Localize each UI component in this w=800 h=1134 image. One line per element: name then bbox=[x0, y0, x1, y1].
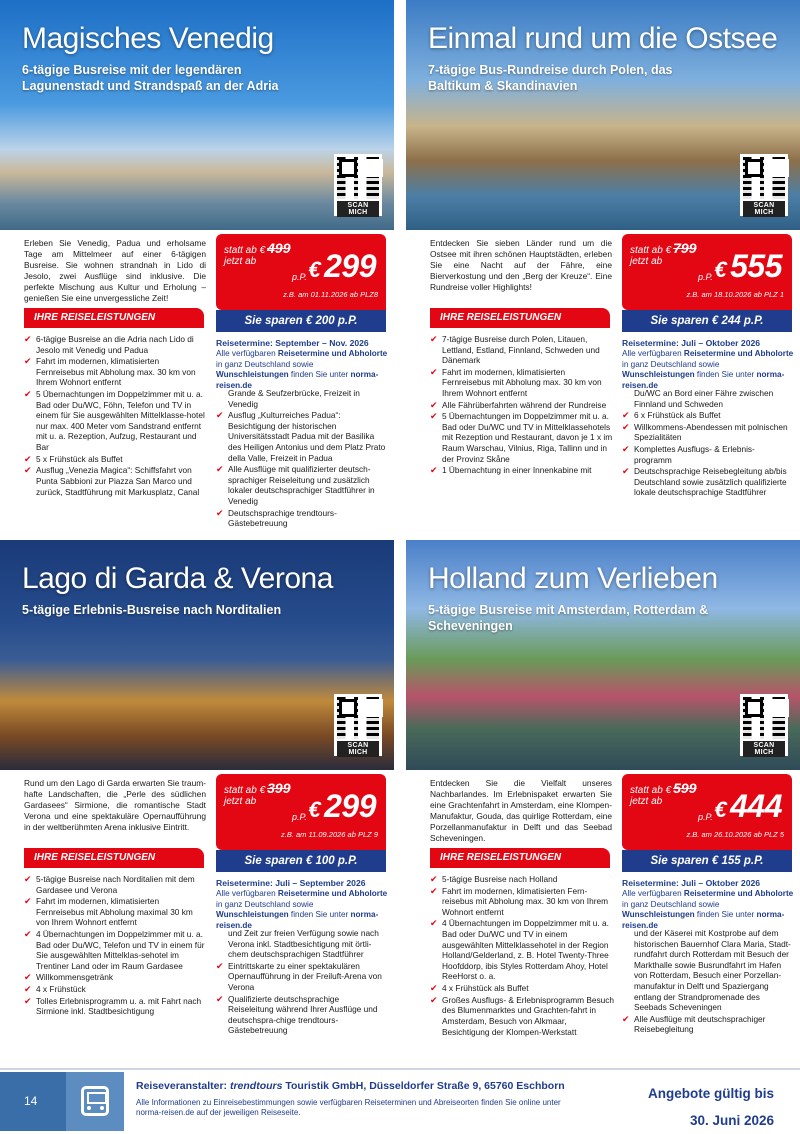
service-item: ✔ Willkommens-Abendessen mit polnischen Spezialitäten bbox=[622, 422, 792, 443]
services-list-2 bbox=[622, 388, 792, 499]
per-person-label: p.P. bbox=[698, 272, 713, 282]
services-heading: IHRE REISELEISTUNGEN bbox=[24, 308, 204, 328]
qr-label: SCAN MICH bbox=[743, 741, 785, 757]
tour-holland bbox=[406, 540, 800, 1060]
service-item-continued: und der Käserei mit Kostprobe auf dem historischen Bauernhof Clara Maria, Stadt-rundfahrt durch Rotterdam mit Besuch der Markthalle sowie Busrundfahrt im Hafen von Rotterdam, Besuch einer Porzellan-manufaktur in Delft und Spaziergang entlang der Strandpromenade des Seebads Scheveningen bbox=[634, 928, 791, 1013]
now-from-label: jetzt ab bbox=[224, 256, 257, 267]
now-from-label: jetzt ab bbox=[630, 256, 663, 267]
per-person-label: p.P. bbox=[698, 812, 713, 822]
service-item: ✔ Ausflug „Kulturreiches Padua“: Besichtigung der historischen Universitätsstadt Padua mit der Basilika des Heiligen Antonius und dem Platz Prato della Valle, Freizeit in Padua bbox=[216, 410, 386, 463]
tour-subtitle: 7-tägige Bus-Rundreise durch Polen, das Baltikum & Skandinavien bbox=[428, 63, 673, 94]
website-link[interactable]: norma-reisen.de bbox=[216, 370, 379, 391]
tour-body bbox=[406, 230, 800, 520]
service-item: ✔ 5 x Frühstück als Buffet bbox=[24, 454, 208, 465]
tour-body bbox=[0, 770, 394, 1060]
service-item: ✔ Alle Ausflüge mit deutschsprachiger Reisebegleitung bbox=[622, 1014, 792, 1035]
qr-code-icon bbox=[743, 697, 785, 739]
price-box bbox=[216, 774, 386, 850]
travel-dates bbox=[216, 878, 388, 932]
qr-label: SCAN MICH bbox=[337, 201, 379, 217]
old-price: statt ab € 399 bbox=[224, 780, 291, 796]
organizer: Reiseveranstalter: trendtours Touristik GmbH, Düsseldorfer Straße 9, 65760 Eschborn bbox=[136, 1080, 565, 1092]
price-example: z.B. am 18.10.2026 ab PLZ 1 bbox=[686, 290, 784, 299]
page-number: 14 bbox=[0, 1072, 66, 1131]
page-footer bbox=[0, 1072, 800, 1131]
tour-hero bbox=[406, 0, 800, 230]
current-price: € 555 bbox=[714, 248, 782, 284]
tour-hero bbox=[0, 540, 394, 770]
now-from-label: jetzt ab bbox=[224, 796, 257, 807]
per-person-label: p.P. bbox=[292, 812, 307, 822]
bus-icon bbox=[81, 1086, 109, 1116]
travel-dates bbox=[216, 338, 388, 392]
service-item: ✔ Qualifizierte deutschsprachige Reiseleitung während Ihrer Ausflüge und deutschspra-chige trendtours-Gästebetreuung bbox=[216, 994, 386, 1036]
services-list-1 bbox=[24, 874, 208, 1018]
tour-intro: Entdecken Sie sieben Länder rund um die Ostsee mit ihren schönen Hauptstädten, erleben Sie eine Nacht auf der Fähre, eine Bierverkostung und den „Berg der Kreuze“. Eine Rundreise voller Highlights! bbox=[430, 238, 612, 293]
validity: Angebote gültig bis 30. Juni 2026 bbox=[648, 1086, 774, 1128]
availability-note: Alle verfügbaren Reisetermine und Abholorte in ganz Deutschland sowie Wunschleistungen finden Sie unter norma-reisen.de bbox=[622, 889, 794, 931]
service-item: ✔ 5 Übernachtungen im Doppelzimmer mit u. a. Bad oder Du/WC, Föhn, Telefon und TV in einem für Sie ausgewählten Mittelklasse-hotel nur max. 400 Meter vom Sandstrand entfernt mit u. a. Rezeption, Aufzug, Restaurant und Bar bbox=[24, 389, 208, 453]
tour-garda bbox=[0, 540, 394, 1060]
service-item: ✔ 4 Übernachtungen im Doppelzimmer mit u. a. Bad oder Du/WC, Telefon und TV in einem für Sie ausgewählten Mittelklas-sehotel im Trentiner Land oder im Raum Gardasee bbox=[24, 929, 208, 971]
qr-code-icon bbox=[743, 157, 785, 199]
services-heading: IHRE REISELEISTUNGEN bbox=[430, 848, 610, 868]
services-heading: IHRE REISELEISTUNGEN bbox=[430, 308, 610, 328]
service-item: ✔ Fahrt im modernen, klimatisierten Fernreisebus mit Abholung max. 30 km von Ihrem Wohnort entfernt bbox=[430, 367, 614, 399]
tour-intro: Rund um den Lago di Garda erwarten Sie traum-hafte Landschaften, die „Perle des südlichen Gardasees“ Sirmione, die romantische Stadt Verona und eine spektakuläre Opernaufführung in der weltberühmten Arena inklusive Eintritt. bbox=[24, 778, 206, 833]
price-example: z.B. am 01.11.2026 ab PLZ8 bbox=[283, 290, 378, 299]
tour-body bbox=[0, 230, 394, 529]
footer-info: Alle Informationen zu Einreisebestimmungen sowie verfügbaren Reiseterminen und Abreiseorten finden Sie online unter norma-reisen.de auf der jeweiligen Reiseseite. bbox=[136, 1098, 561, 1118]
qr-label: SCAN MICH bbox=[743, 201, 785, 217]
availability-note: Alle verfügbaren Reisetermine und Abholorte in ganz Deutschland sowie Wunschleistungen finden Sie unter norma-reisen.de bbox=[622, 349, 794, 391]
tour-title: Lago di Garda & Verona bbox=[22, 562, 333, 595]
service-item: ✔ Alle Ausflüge mit qualifizierter deutsch-sprachiger Reiseleitung und zusätzlich lokaler deutschsprachiger Stadtführer in Venedig bbox=[216, 464, 386, 506]
footer-divider bbox=[0, 1068, 800, 1070]
service-item: ✔ Eintrittskarte zu einer spektakulären Opernaufführung in der Freiluft-Arena von Verona bbox=[216, 961, 386, 993]
service-item: ✔ Großes Ausflugs- & Erlebnisprogramm Besuch des Blumenmarktes und Grachten-fahrt in Amsterdam, Besuch von Alkmaar, Besichtigung der Klompen-Werkstatt bbox=[430, 995, 614, 1037]
price-example: z.B. am 26.10.2026 ab PLZ 5 bbox=[686, 830, 784, 839]
service-item: ✔ 4 Übernachtungen im Doppelzimmer mit u. a. Bad oder Du/WC und TV in einem ausgewählten Mittelklassehotel in der Region Holland/Gelderland, z. B. Hotel Twenty-Three Hoofddorp, ibis Styles Rotterdam Ahoy, Hotel ReeHorst o. a. bbox=[430, 918, 614, 982]
website-link[interactable]: norma-reisen.de bbox=[216, 910, 379, 931]
old-price: statt ab € 799 bbox=[630, 240, 697, 256]
service-item-continued: Du/WC an Bord einer Fähre zwischen Finnland und Schweden bbox=[634, 388, 774, 409]
price-box bbox=[216, 234, 386, 310]
tour-title: Magisches Venedig bbox=[22, 22, 274, 55]
bus-icon-box bbox=[66, 1072, 124, 1131]
service-item: ✔ 5 Übernachtungen im Doppelzimmer mit u. a. Bad oder Du/WC und TV in Mittelklassehotels mit Rezeption und Restaurant, davon je 1 x im Raum Warschau, Vilnius, Riga, Tallinn und in der Provinz Skåne bbox=[430, 411, 614, 464]
service-item-continued: Grande & Seufzerbrücke, Freizeit in Venedig bbox=[228, 388, 360, 409]
website-link[interactable]: norma-reisen.de bbox=[622, 910, 785, 931]
availability-note: Alle verfügbaren Reisetermine und Abholorte in ganz Deutschland sowie Wunschleistungen finden Sie unter norma-reisen.de bbox=[216, 889, 388, 931]
old-price: statt ab € 599 bbox=[630, 780, 697, 796]
tour-body bbox=[406, 770, 800, 1060]
travel-dates-title: Reisetermine: Juli – Oktober 2026 bbox=[622, 878, 761, 888]
tour-ostsee bbox=[406, 0, 800, 520]
services-list-2 bbox=[216, 388, 386, 530]
qr-code[interactable] bbox=[334, 694, 382, 756]
service-item: ✔ 7-tägige Busreise durch Polen, Litauen, Lettland, Estland, Finnland, Schweden und Dänemark bbox=[430, 334, 614, 366]
price-box bbox=[622, 234, 792, 310]
travel-dates bbox=[622, 338, 794, 392]
savings-badge: Sie sparen € 155 p.P. bbox=[622, 850, 792, 872]
services-list-2 bbox=[622, 928, 792, 1036]
tour-subtitle: 6-tägige Busreise mit der legendären Lagunenstadt und Strandspaß an der Adria bbox=[22, 63, 279, 94]
services-list-1 bbox=[430, 334, 614, 477]
qr-code[interactable] bbox=[334, 154, 382, 216]
qr-code-icon bbox=[337, 697, 379, 739]
travel-dates-title: Reisetermine: September – Nov. 2026 bbox=[216, 338, 369, 348]
service-item: ✔ 4 x Frühstück bbox=[24, 984, 208, 995]
service-item-continued: und Zeit zur freien Verfügung sowie nach Verona inkl. Stadtbesichtigung mit örtli-chem deutschsprachigen Stadtführer bbox=[228, 928, 379, 960]
qr-label: SCAN MICH bbox=[337, 741, 379, 757]
service-item: ✔ Deutschsprachige Reisebegleitung ab/bis Deutschland sowie zusätzlich qualifizierte lokale deutschsprachige Stadtführer bbox=[622, 466, 792, 498]
tour-title: Einmal rund um die Ostsee bbox=[428, 22, 778, 55]
service-item: ✔ 5-tägige Busreise nach Norditalien mit dem Gardasee und Verona bbox=[24, 874, 208, 895]
price-example: z.B. am 11.09.2026 ab PLZ 9 bbox=[280, 830, 378, 839]
tour-subtitle: 5-tägige Erlebnis-Busreise nach Norditalien bbox=[22, 603, 282, 617]
travel-dates-title: Reisetermine: Juli – Oktober 2026 bbox=[622, 338, 761, 348]
tour-hero bbox=[0, 0, 394, 230]
tour-intro: Erleben Sie Venedig, Padua und erholsame Tage am Mittelmeer auf einer 6-tägigen Busreise. Sie wohnen strandnah in Lido di Jesolo, zwei Ausflüge sind inklusive. Die perfekte Mischung aus Kultur und Erholung – genießen Sie eine unvergessliche Zeit! bbox=[24, 238, 206, 304]
services-list-2 bbox=[216, 928, 386, 1037]
services-list-1 bbox=[24, 334, 208, 498]
service-item: ✔ 6 x Frühstück als Buffet bbox=[622, 410, 792, 421]
current-price: € 299 bbox=[308, 788, 376, 824]
service-item: ✔ Fahrt im modernen, klimatisierten Fernreisebus mit Abholung max. 30 km von Ihrem Wohnort entfernt bbox=[24, 356, 208, 388]
per-person-label: p.P. bbox=[292, 272, 307, 282]
current-price: € 444 bbox=[714, 788, 782, 824]
old-price: statt ab € 499 bbox=[224, 240, 291, 256]
savings-badge: Sie sparen € 200 p.P. bbox=[216, 310, 386, 332]
tour-hero bbox=[406, 540, 800, 770]
services-heading: IHRE REISELEISTUNGEN bbox=[24, 848, 204, 868]
service-item: ✔ Alle Fährüberfahrten während der Rundreise bbox=[430, 400, 614, 411]
service-item: ✔ 5-tägige Busreise nach Holland bbox=[430, 874, 614, 885]
service-item: ✔ 4 x Frühstück als Buffet bbox=[430, 983, 614, 994]
service-item: ✔ Tolles Erlebnisprogramm u. a. mit Fahrt nach Sirmione inkl. Stadtbesichtigung bbox=[24, 996, 208, 1017]
qr-code-icon bbox=[337, 157, 379, 199]
travel-dates-title: Reisetermine: Juli – September 2026 bbox=[216, 878, 366, 888]
service-item: ✔ Ausflug „Venezia Magica“: Schiffsfahrt von Punta Sabbioni zur Piazza San Marco und zurück, Stadtführung mit Markusplatz, Canal bbox=[24, 465, 208, 497]
website-link[interactable]: norma-reisen.de bbox=[622, 370, 785, 391]
service-item: ✔ 6-tägige Busreise an die Adria nach Lido di Jesolo mit Venedig und Padua bbox=[24, 334, 208, 355]
services-list-1 bbox=[430, 874, 614, 1038]
tour-venedig bbox=[0, 0, 394, 529]
service-item: ✔ Fahrt im modernen, klimatisierten Fern-reisebus mit Abholung max. 30 km von Ihrem Wohnort entfernt bbox=[430, 886, 614, 918]
service-item: ✔ Fahrt im modernen, klimatisierten Fernreisebus mit Abholung maximal 30 km von Ihrem Wohnort entfernt bbox=[24, 896, 208, 928]
savings-badge: Sie sparen € 100 p.P. bbox=[216, 850, 386, 872]
qr-code[interactable] bbox=[740, 694, 788, 756]
tour-title: Holland zum Verlieben bbox=[428, 562, 718, 595]
price-box bbox=[622, 774, 792, 850]
now-from-label: jetzt ab bbox=[630, 796, 663, 807]
service-item: ✔ Willkommensgetränk bbox=[24, 972, 208, 983]
qr-code[interactable] bbox=[740, 154, 788, 216]
travel-dates bbox=[622, 878, 794, 932]
tour-subtitle: 5-tägige Busreise mit Amsterdam, Rotterdam & Scheveningen bbox=[428, 603, 709, 634]
savings-badge: Sie sparen € 244 p.P. bbox=[622, 310, 792, 332]
service-item: ✔ Komplettes Ausflugs- & Erlebnis-programm bbox=[622, 444, 792, 465]
current-price: € 299 bbox=[308, 248, 376, 284]
service-item: ✔ Deutschsprachige trendtours-Gästebetreuung bbox=[216, 508, 386, 529]
availability-note: Alle verfügbaren Reisetermine und Abholorte in ganz Deutschland sowie Wunschleistungen finden Sie unter norma-reisen.de bbox=[216, 349, 388, 391]
service-item: ✔ 1 Übernachtung in einer Innenkabine mit bbox=[430, 465, 614, 476]
tour-intro: Entdecken Sie die Vielfalt unseres Nachbarlandes. Im Erlebnispaket erwarten Sie eine Grachtenfahrt in Amsterdam, eine Klompen-Manufaktur, Gouda, das quirlige Rotterdam, eine Porzellanmanufaktur in Delft und das Seebad Scheveningen. bbox=[430, 778, 612, 844]
